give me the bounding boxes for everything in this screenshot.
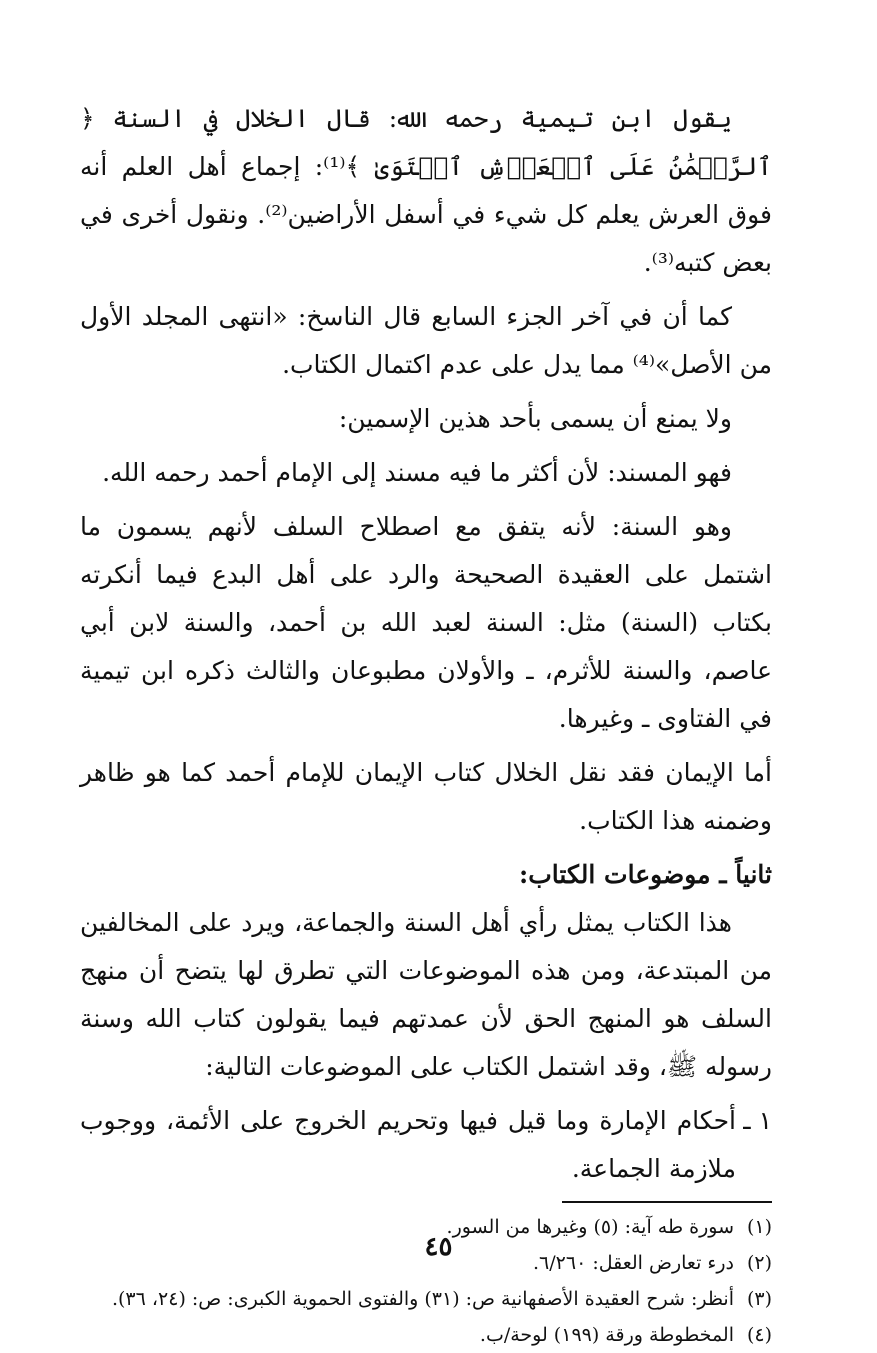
list-item [80,1097,772,1193]
footnote-3 [80,1281,772,1317]
footnote-divider [562,1201,772,1203]
footnote-text: أنظر: شرح العقيدة الأصفهانية ص: (٣١) والفتوى الحموية الكبرى: ص: (٢٤، ٣٦). [111,1288,734,1310]
paragraph-naming: ولا يمنع أن يسمى بأحد هذين الإسمين: [338,404,732,433]
footnote-text: المخطوطة ورقة (١٩٩) لوحة/ب. [479,1324,734,1346]
paragraph-musnad: فهو المسند: لأن أكثر ما فيه مسند إلى الإمام أحمد رحمه الله. [102,458,732,487]
footnote-text: درء تعارض العقل: ٦/٢٦٠. [533,1252,734,1274]
paragraph-copyist-note: كما أن في آخر الجزء السابع قال الناسخ: «انتهى المجلد الأول من الأصل»⁽⁴⁾ مما يدل على عدم اكتمال الكتاب. [80,302,772,379]
paragraph-ibn-taymiyya-quote: يقول ابن تيمية رحمه الله: قال الخلال في السنة ﴿ ٱلرَّحۡمَٰنُ عَلَى ٱلۡعَرۡشِ ٱسۡتَوَىٰ ﴾⁽¹⁾: إجماع أهل العلم أنه فوق العرش يعلم كل شيء في أسفل الأراضين⁽²⁾. ونقول أخرى في بعض كتبه⁽³⁾. [80,104,773,277]
page-number: ٤٥ [424,1232,453,1262]
section-paragraph: هذا الكتاب يمثل رأي أهل السنة والجماعة، ويرد على المخالفين من المبتدعة، ومن هذه الموضوعات التي تطرق لها يتضح أن منهج السلف هو المنهج الحق لأن عمدتهم فيما يقولون كتاب الله وسنة رسوله ﷺ، وقد اشتمل الكتاب على الموضوعات التالية: [80,908,772,1081]
footnote-number: (١) [746,1216,772,1238]
paragraph-sunnah: وهو السنة: لأنه يتفق مع اصطلاح السلف لأنهم يسمون ما اشتمل على العقيدة الصحيحة والرد على أهل البدع فيما أنكرته بكتاب (السنة) مثل: السنة لعبد الله بن أحمد، والسنة لابن أبي عاصم، والسنة للأثرم، ـ والأولان مطبوعان والثالث ذكره ابن تيمية في الفتاوى ـ وغيرها. [80,512,772,733]
footnote-number: (٤) [746,1324,772,1346]
section-heading: ثانياً ـ موضوعات الكتاب: [519,860,772,889]
paragraph-iman: أما الإيمان فقد نقل الخلال كتاب الإيمان للإمام أحمد كما هو ظاهر وضمنه هذا الكتاب. [80,758,772,835]
footnote-number: (٣) [746,1288,772,1310]
footnote-text: سورة طه آية: (٥) وغيرها من السور. [446,1216,734,1238]
list-item-text: أحكام الإمارة وما قيل فيها وتحريم الخروج على الأئمة، ووجوب ملازمة الجماعة. [80,1106,736,1183]
list-item-number: ١ ـ [743,1106,772,1135]
page-body [80,95,772,1353]
footnote-number: (٢) [746,1252,772,1274]
footnotes [80,1209,772,1353]
footnote-4 [80,1317,772,1353]
